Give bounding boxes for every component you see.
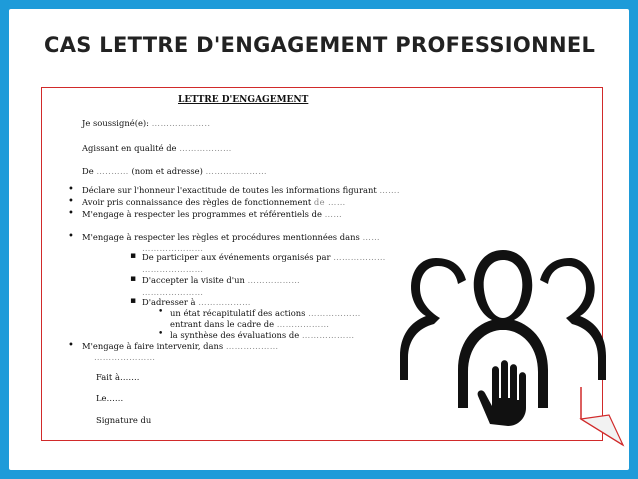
doc-dots-line: ………………… (142, 243, 204, 253)
doc-subsubbullet-synthese: • la synthèse des évaluations de ……………… (170, 330, 355, 340)
doc-dots-line: ………………… (142, 287, 204, 297)
doc-line-fait-a: Fait à……. (96, 372, 140, 382)
doc-bullet-declare: • Déclare sur l'honneur l'exactitude de toutes les informations figurant ……. (82, 185, 400, 195)
doc-subsubbullet-etat: • un état récapitulatif des actions ……………… (170, 308, 361, 318)
doc-subbullet-evenements: ▪ De participer aux événements organisés par ……………… (142, 252, 386, 262)
doc-dots-line: ………………… (94, 352, 156, 362)
doc-bullet-regles: • M'engage à respecter les règles et procédures mentionnées dans …… (82, 232, 380, 242)
doc-line-cadre: entrant dans le cadre de ……………… (170, 319, 330, 329)
doc-line-qualite: Agissant en qualité de ……………… (82, 143, 232, 153)
doc-line-de: De …..…… (nom et adresse) ………………… (82, 166, 267, 176)
doc-bullet-programmes: • M'engage à respecter les programmes et référentiels de …… (82, 209, 342, 219)
doc-bullet-intervenir: • M'engage à faire intervenir, dans ……………… (82, 341, 279, 351)
doc-subbullet-adresser: ▪ D'adresser à ……………… (142, 297, 251, 307)
slide-title: CAS LETTRE D'ENGAGEMENT PROFESSIONNEL (44, 33, 596, 57)
doc-line-soussigne: Je soussigné(e): ……………….. (82, 118, 211, 128)
group-of-people-icon (396, 248, 610, 428)
doc-dots-line: ………………… (142, 264, 204, 274)
doc-line-signature: Signature du (96, 415, 152, 425)
doc-subbullet-visite: ▪ D'accepter la visite d'un ……………… (142, 275, 300, 285)
doc-bullet-connaissance: • Avoir pris connaissance des règles de fonctionnement de …… (82, 197, 346, 207)
document-title: LETTRE D'ENGAGEMENT (178, 95, 309, 105)
raised-hand-icon (478, 360, 526, 426)
doc-line-le: Le…… (96, 393, 124, 403)
